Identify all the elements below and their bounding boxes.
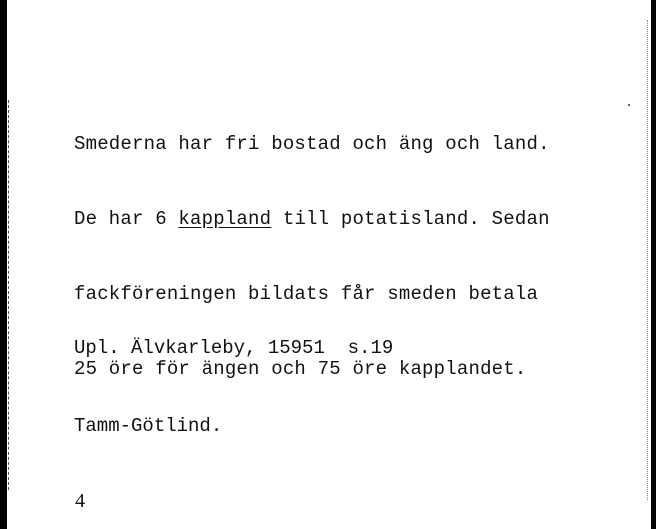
source-reference: [74, 283, 574, 491]
paragraph-line-4: 25 öre för ängen och 75 öre kapplandet.: [74, 358, 527, 380]
underlined-term: kappland: [178, 208, 272, 230]
scan-edge-left: [0, 0, 7, 529]
scan-edge-right-inner: [647, 20, 649, 500]
paragraph-line-2: [74, 207, 614, 232]
paragraph-line-3: fackföreningen bildats får smeden betala: [74, 283, 539, 305]
source-line-1: Upl. Älvkarleby, 15951 s.19: [74, 337, 394, 359]
source-line-2: Tamm-Götlind.: [74, 415, 223, 437]
paragraph-line-1: Smederna har fri bostad och äng och land.: [74, 133, 550, 155]
scan-edge-left-inner: [8, 100, 10, 490]
page-number: 4: [75, 490, 85, 512]
paragraph-line-2-before: De har 6: [74, 208, 179, 230]
scan-speck: [628, 104, 630, 106]
paragraph-line-2-after: till potatisland. Sedan: [271, 208, 550, 230]
scan-edge-right: [651, 0, 656, 529]
